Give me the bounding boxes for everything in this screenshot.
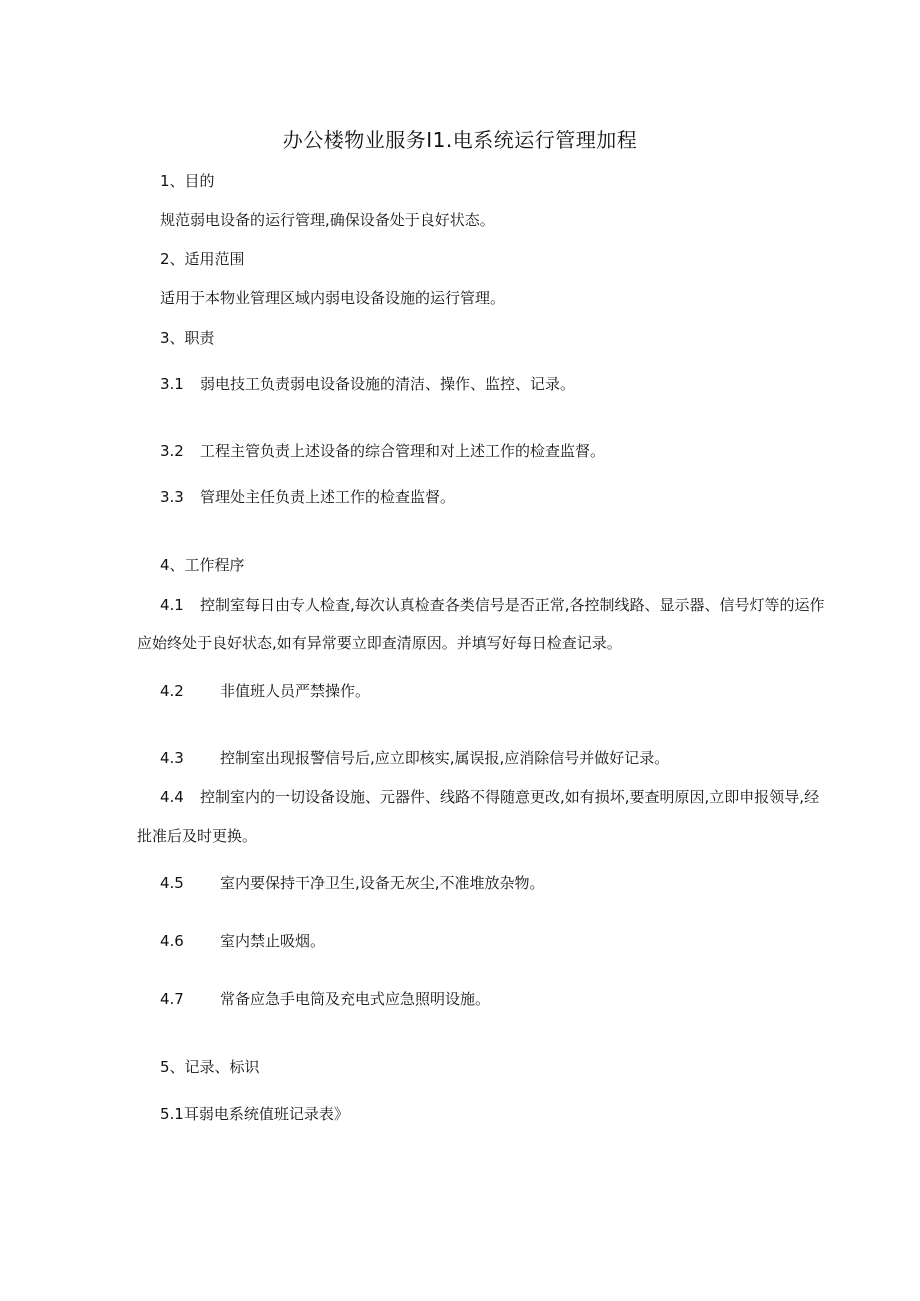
section-2-heading: 2、适用范围 bbox=[160, 250, 245, 268]
section-4-6-number: 4.6 bbox=[160, 932, 184, 950]
section-4-3-text: 控制室出现报警信号后,应立即核实,属误报,应消除信号并做好记录。 bbox=[220, 749, 670, 767]
section-4-3 bbox=[160, 747, 669, 768]
section-4-6 bbox=[160, 930, 325, 951]
section-2-text: 适用于本物业管理区域内弱电设备设施的运行管理。 bbox=[160, 289, 506, 307]
section-1-heading: 1、目的 bbox=[160, 172, 215, 190]
section-4-heading: 4、工作程序 bbox=[160, 556, 245, 574]
section-3-3 bbox=[160, 486, 455, 507]
section-4-3-number: 4.3 bbox=[160, 749, 184, 767]
section-4-7 bbox=[160, 988, 490, 1009]
section-4-5-number: 4.5 bbox=[160, 874, 184, 892]
section-4-4-number: 4.4 bbox=[160, 788, 184, 806]
section-3-3-text: 管理处主任负责上述工作的检查监督。 bbox=[200, 488, 456, 506]
section-4-2-number: 4.2 bbox=[160, 682, 184, 700]
section-4-5 bbox=[160, 872, 545, 893]
section-3-2-text: 工程主管负责上述设备的综合管理和对上述工作的检查监督。 bbox=[200, 442, 606, 460]
section-3-3-number: 3.3 bbox=[160, 488, 184, 506]
section-4-2-text: 非值班人员严禁操作。 bbox=[220, 682, 371, 700]
section-3-1-text: 弱电技工负责弱电设备设施的清洁、操作、监控、记录。 bbox=[200, 375, 576, 393]
section-4-2 bbox=[160, 680, 370, 701]
section-4-6-text: 室内禁止吸烟。 bbox=[220, 932, 326, 950]
section-4-1-number: 4.1 bbox=[160, 596, 184, 614]
section-5-1-text: 5.1耳弱电系统值班记录表》 bbox=[160, 1105, 349, 1123]
section-3-1-number: 3.1 bbox=[160, 375, 184, 393]
section-4-4-text-line-1: 控制室内的一切设备设施、元器件、线路不得随意更改,如有损坏,要查明原因,立即申报领导,经 bbox=[200, 788, 820, 806]
section-4-4-line-1 bbox=[160, 786, 819, 807]
section-4-5-text: 室内要保持干净卫生,设备无灰尘,不准堆放杂物。 bbox=[220, 874, 545, 892]
section-4-1-text-line-2: 应始终处于良好状态,如有异常要立即查清原因。并填写好每日检查记录。 bbox=[137, 634, 622, 652]
section-3-2-number: 3.2 bbox=[160, 442, 184, 460]
section-3-heading: 3、职责 bbox=[160, 329, 215, 347]
section-4-4-text-line-2: 批准后及时更换。 bbox=[137, 827, 258, 845]
section-4-1-text-line-1: 控制室每日由专人检查,每次认真检查各类信号是否正常,各控制线路、显示器、信号灯等的运作 bbox=[200, 596, 825, 614]
section-1-text: 规范弱电设备的运行管理,确保设备处于良好状态。 bbox=[160, 211, 495, 229]
section-4-1-line-1 bbox=[160, 594, 825, 615]
section-3-1 bbox=[160, 373, 575, 394]
section-4-7-number: 4.7 bbox=[160, 990, 184, 1008]
section-3-2 bbox=[160, 440, 605, 461]
section-5-heading: 5、记录、标识 bbox=[160, 1058, 260, 1076]
document-title: 办公楼物业服务I1.电系统运行管理加程 bbox=[282, 128, 638, 152]
section-4-7-text: 常备应急手电筒及充电式应急照明设施。 bbox=[220, 990, 491, 1008]
